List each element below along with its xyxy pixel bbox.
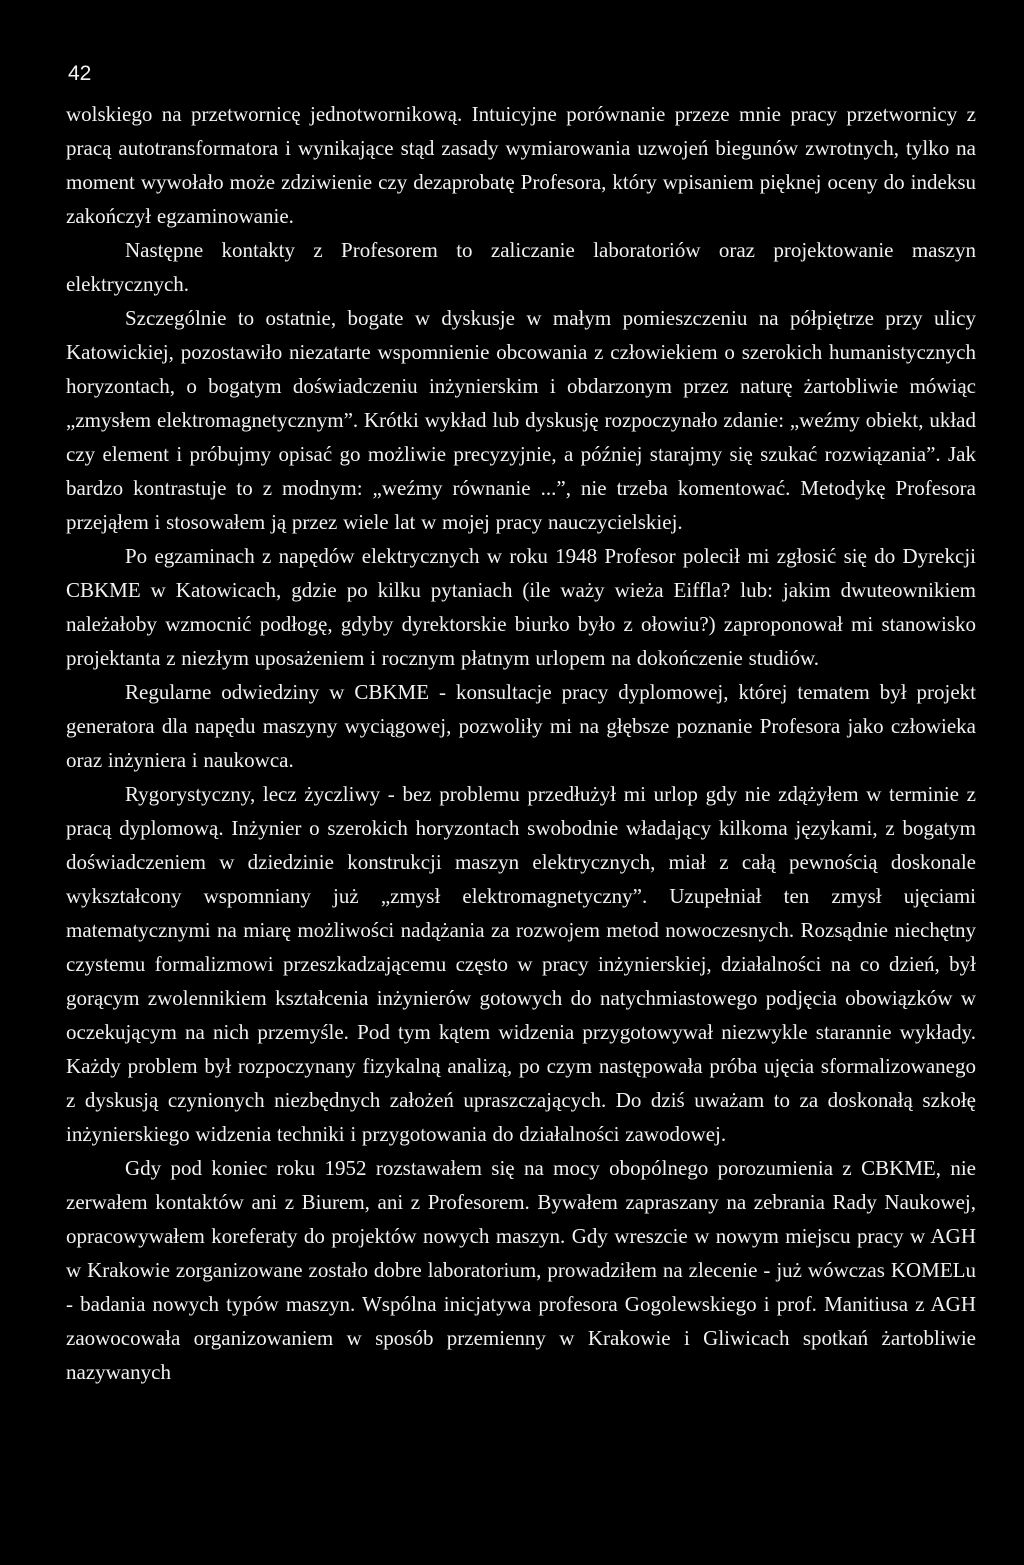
- paragraph: Regularne odwiedziny w CBKME - konsultacje pracy dyplomowej, której tematem był projekt generatora dla napędu maszyny wyciągowej, pozwoliły mi na głębsze poznanie Profesora jako człowieka oraz inżyniera i naukowca.: [66, 680, 976, 772]
- paragraph-continuation: wolskiego na przetwornicę jednotwornikową. Intuicyjne porównanie przeze mnie pracy przetwornicy z pracą autotransformatora i wynikające stąd zasady wymiarowania uzwojeń biegunów zwrotnych, tylko na moment wywołało może zdziwienie czy dezaprobatę Profesora, który wpisaniem pięknej oceny do indeksu zakończył egzaminowanie.: [66, 102, 976, 228]
- body-text: [66, 97, 976, 1389]
- paragraph: Szczególnie to ostatnie, bogate w dyskusje w małym pomieszczeniu na półpiętrze przy ulicy Katowickiej, pozostawiło niezatarte wspomnienie obcowania z człowiekiem o szerokich humanistycznych horyzontach, o bogatym doświadczeniu inżynierskim i obdarzonym przez naturę żartobliwie mówiąc „zmysłem elektromagnetycznym”. Krótki wykład lub dyskusję rozpoczynało zdanie: „weźmy obiekt, układ czy element i próbujmy opisać go możliwie precyzyjnie, a później starajmy się szukać rozwiązania”. Jak bardzo kontrastuje to z modnym: „weźmy równanie ...”, nie trzeba komentować. Metodykę Profesora przejąłem i stosowałem ją przez wiele lat w mojej pracy nauczycielskiej.: [66, 306, 976, 534]
- paragraph: Po egzaminach z napędów elektrycznych w roku 1948 Profesor polecił mi zgłosić się do Dyrekcji CBKME w Katowicach, gdzie po kilku pytaniach (ile waży wieża Eiffla? lub: jakim dwuteownikiem należałoby wzmocnić podłogę, gdyby dyrektorskie biurko było z ołowiu?) zaproponował mi stanowisko projektanta z niezłym uposażeniem i rocznym płatnym urlopem na dokończenie studiów.: [66, 544, 976, 670]
- paragraph: Rygorystyczny, lecz życzliwy - bez problemu przedłużył mi urlop gdy nie zdążyłem w terminie z pracą dyplomową. Inżynier o szerokich horyzontach swobodnie władający kilkoma językami, z bogatym doświadczeniem w dziedzinie konstrukcji maszyn elektrycznych, miał z całą pewnością doskonale wykształcony wspomniany już „zmysł elektromagnetyczny”. Uzupełniał ten zmysł ujęciami matematycznymi na miarę możliwości nadążania za rozwojem metod nowoczesnych. Rozsądnie niechętny czystemu formalizmowi przeszkadzającemu często w pracy inżynierskiej, działalności na co dzień, był gorącym zwolennikiem kształcenia inżynierów gotowych do natychmiastowego podjęcia obowiązków w oczekującym na nich przemyśle. Pod tym kątem widzenia przygotowywał niezwykle starannie wykłady. Każdy problem był rozpoczynany fizykalną analizą, po czym następowała próba ujęcia sformalizowanego z dyskusją czynionych niezbędnych założeń upraszczających. Do dziś uważam to za doskonałą szkołę inżynierskiego widzenia techniki i przygotowania do działalności zawodowej.: [66, 782, 976, 1146]
- paragraph: Następne kontakty z Profesorem to zaliczanie laboratoriów oraz projektowanie maszyn elektrycznych.: [66, 238, 976, 296]
- paragraph: Gdy pod koniec roku 1952 rozstawałem się na mocy obopólnego porozumienia z CBKME, nie zerwałem kontaktów ani z Biurem, ani z Profesorem. Bywałem zapraszany na zebrania Rady Naukowej, opracowywałem koreferaty do projektów nowych maszyn. Gdy wreszcie w nowym miejscu pracy w AGH w Krakowie zorganizowane zostało dobre laboratorium, prowadziłem na zlecenie - już wówczas KOMELu - badania nowych typów maszyn. Wspólna inicjatywa profesora Gogolewskiego i prof. Manitiusa z AGH zaowocowała organizowaniem w sposób przemienny w Krakowie i Gliwicach spotkań żartobliwie nazywanych: [66, 1156, 976, 1384]
- page-number: 42: [68, 62, 92, 85]
